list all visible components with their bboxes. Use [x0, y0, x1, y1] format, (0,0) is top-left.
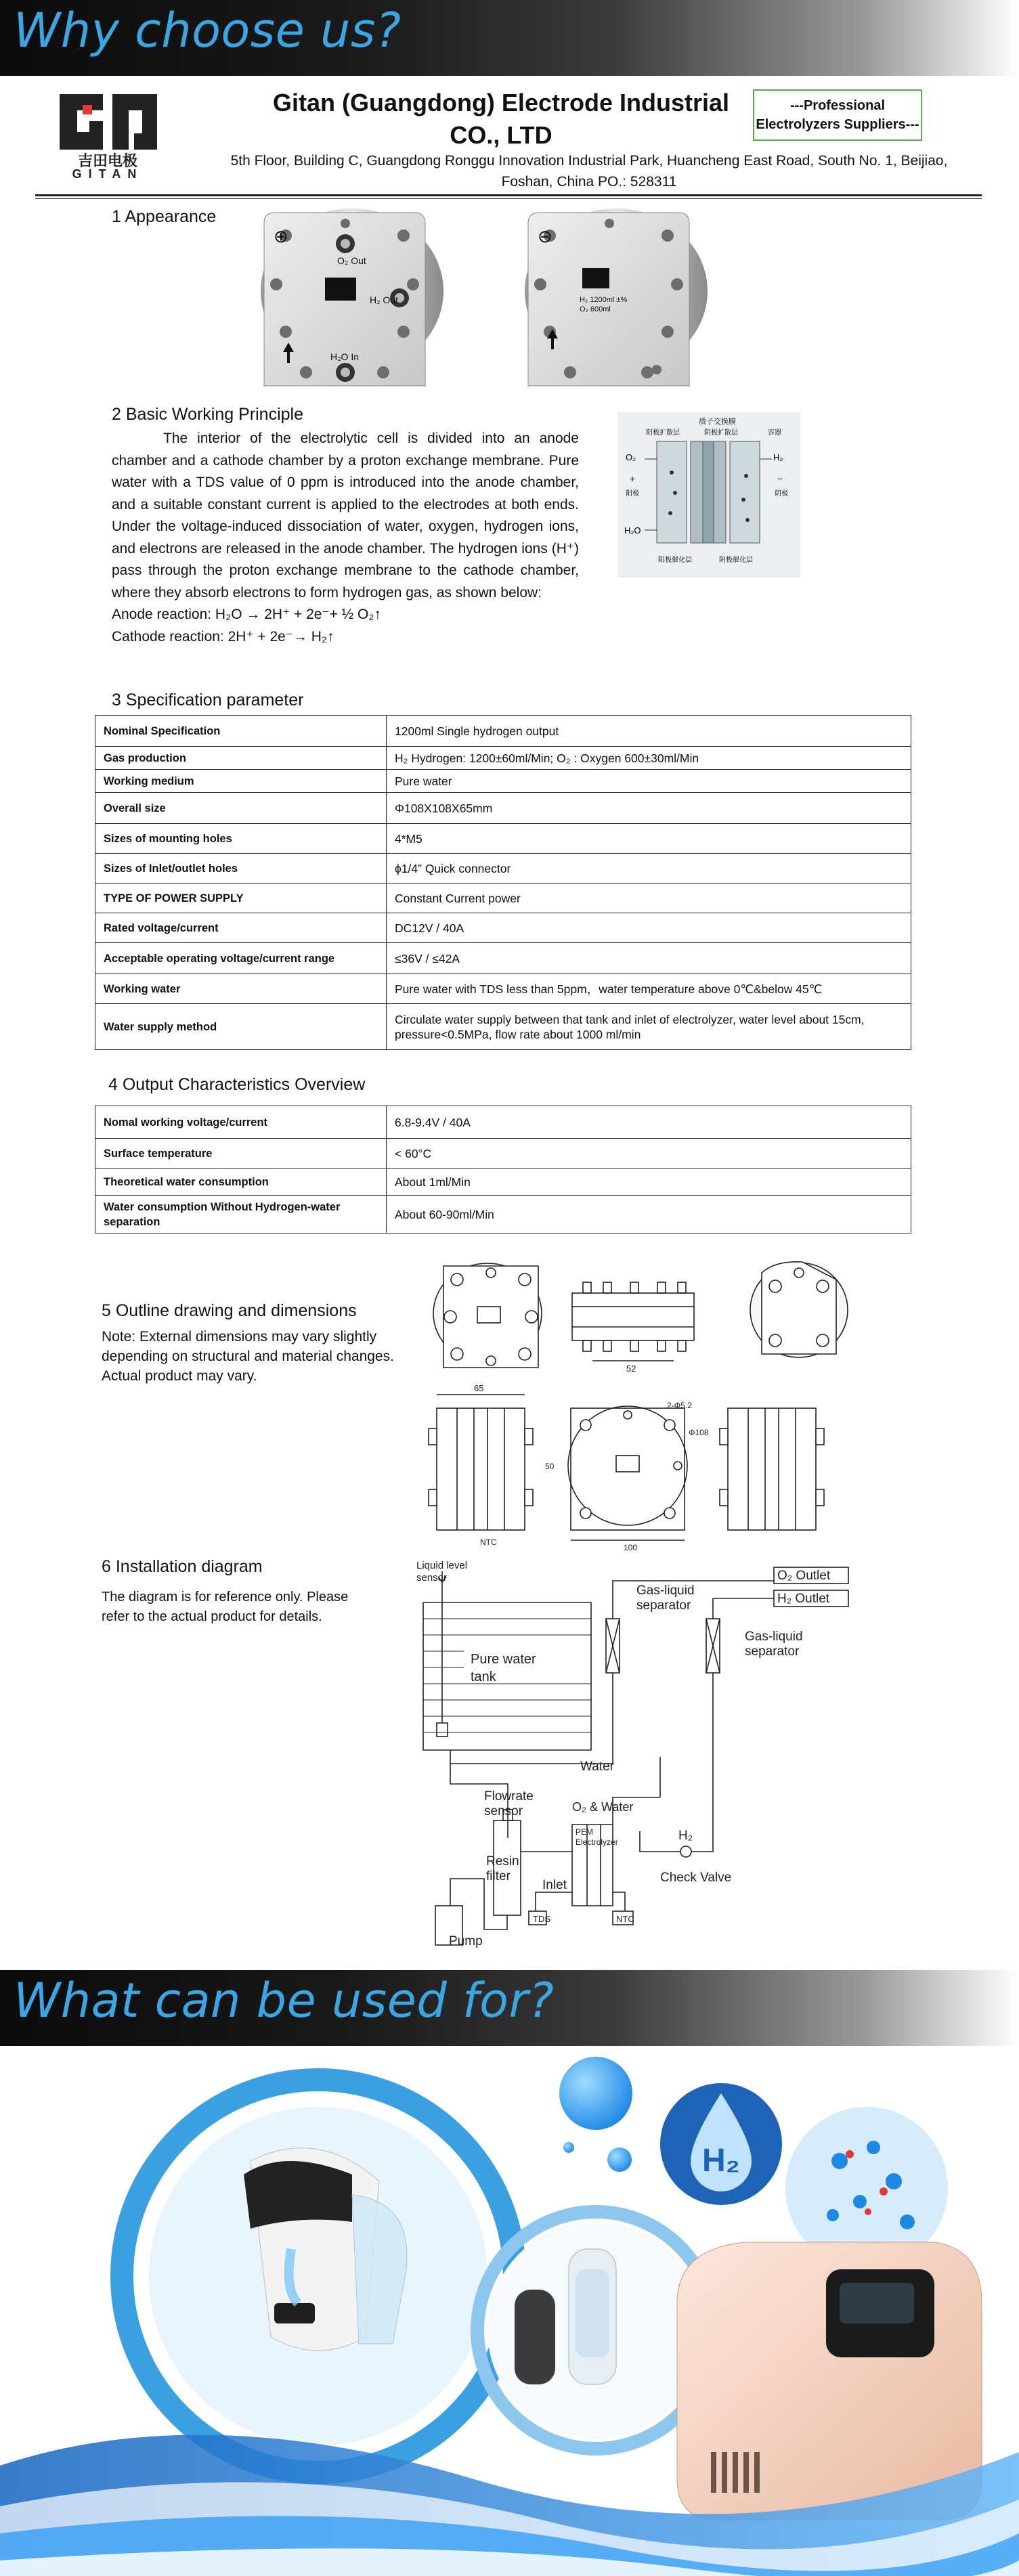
output-value: About 1ml/Min — [387, 1169, 911, 1196]
label-h2: H₂ — [678, 1829, 693, 1843]
install-note: The diagram is for reference only. Please refer to the actual product for details. — [102, 1590, 349, 1624]
table-row — [95, 793, 911, 824]
banner-title-usage: What can be used for? — [14, 1973, 555, 2028]
spec-value: DC12V / 40A — [387, 913, 911, 943]
diagram-label-cathode-catalyst: 阴极催化层 — [719, 556, 753, 564]
bubble-icon — [563, 2142, 574, 2153]
diagram-label-minus: − — [777, 473, 783, 484]
bubble-icon — [559, 2057, 632, 2130]
plate-label-1: H₂ 1200ml ±% — [580, 296, 628, 304]
label-check-valve: Check Valve — [660, 1871, 732, 1885]
spec-key: Working water — [95, 974, 387, 1004]
h2-out-label: H₂ Out — [370, 294, 398, 305]
spec-value: 4*M5 — [387, 824, 911, 854]
table-row — [95, 883, 911, 913]
label-o2-outlet: O₂ Outlet — [777, 1569, 831, 1583]
logo-cn-text: 吉田电极 — [77, 152, 138, 169]
table-row — [95, 747, 911, 770]
hydrogen-inhaler-image — [677, 2242, 982, 2520]
dim-108: Φ108 — [689, 1428, 709, 1437]
electrolyzer-back-image — [515, 203, 711, 399]
logo-en-text: GITAN — [72, 167, 144, 179]
cathode-reaction: Cathode reaction: 2H⁺ + 2e⁻→ H₂↑ — [112, 628, 334, 645]
dim-2-m5: 2-Φ5.2 — [667, 1401, 692, 1410]
anode-reaction: Anode reaction: H₂O → 2H⁺ + 2e⁻+ ½ O₂↑ — [112, 607, 381, 622]
table-row — [95, 1169, 911, 1196]
label-o2-water: O₂ & Water — [572, 1800, 634, 1814]
pem-principle-diagram — [617, 412, 800, 577]
dim-ntc: NTC — [480, 1537, 497, 1547]
o2-out-label: O₂ Out — [337, 255, 366, 266]
dim-100: 100 — [624, 1543, 638, 1552]
output-table — [95, 1106, 911, 1234]
label-separator-2b: separator — [745, 1644, 800, 1659]
label-flowrate-1: Flowrate — [484, 1789, 534, 1804]
spec-key: Sizes of mounting holes — [95, 824, 387, 854]
plus-terminal-icon: ⊕ — [274, 226, 288, 246]
label-h2-outlet: H₂ Outlet — [777, 1592, 830, 1606]
output-key: Water consumption Without Hydrogen-water separation — [95, 1196, 387, 1234]
header-divider-thin — [35, 198, 982, 199]
table-row — [95, 824, 911, 854]
output-value: 6.8-9.4V / 40A — [387, 1106, 911, 1139]
label-pump: Pump — [449, 1934, 483, 1948]
label-resin-2: filter — [486, 1869, 511, 1883]
spec-value: Constant Current power — [387, 883, 911, 913]
output-key: Theoretical water consumption — [95, 1169, 387, 1196]
minus-terminal-icon: ⊖ — [538, 226, 552, 246]
principle-text — [112, 428, 579, 648]
banner-title-why: Why choose us? — [14, 3, 402, 58]
spec-key: Rated voltage/current — [95, 913, 387, 943]
spec-key: Nominal Specification — [95, 716, 387, 747]
table-row — [95, 974, 911, 1004]
label-inlet: Inlet — [542, 1878, 567, 1892]
company-address — [203, 150, 975, 192]
label-separator-2a: Gas-liquid — [745, 1630, 803, 1644]
spec-key: Gas production — [95, 747, 387, 770]
table-row — [95, 943, 911, 974]
section-install-heading: 6 Installation diagram — [102, 1557, 263, 1576]
usage-illustration — [0, 2046, 1019, 2576]
h2-drop-icon — [660, 2083, 782, 2205]
spec-key: Acceptable operating voltage/current range — [95, 943, 387, 974]
output-value: < 60°C — [387, 1139, 911, 1169]
table-row — [95, 854, 911, 883]
spec-key: Sizes of Inlet/outlet holes — [95, 854, 387, 883]
company-line-2: CO., LTD — [450, 121, 552, 149]
spec-value: 1200ml Single hydrogen output — [387, 716, 911, 747]
dim-50: 50 — [545, 1462, 555, 1471]
label-resin-1: Resin — [486, 1854, 519, 1869]
spec-key: Water supply method — [95, 1004, 387, 1050]
table-row — [95, 1139, 911, 1169]
label-liquid-level: Liquid level — [416, 1560, 468, 1571]
spec-value: Circulate water supply between that tank and inlet of electrolyzer, water level about 15cm, pressure<0.5MPa, flow rate about 1000 ml/min — [387, 1004, 911, 1050]
spec-key: Working medium — [95, 770, 387, 793]
table-row — [95, 1196, 911, 1234]
spec-table — [95, 715, 911, 1050]
label-ntc: NTC — [616, 1914, 634, 1924]
principle-body: The interior of the electrolytic cell is divided into an anode chamber and a cathode chamber by a proton exchange membrane. Pure water with a TDS value of 0 ppm is introduced into the anode chamber, and a suitable constant current is applied to the electrodes at both ends. Under the voltage-induced dissociation of water, oxygen, hydrogen ions, and electrons are released in the anode chamber. The hydrogen ions (H⁺) pass through the proton exchange membrane to the cathode chamber, where they absorb electrons to form hydrogen gas, as shown below: — [112, 431, 579, 601]
spec-value: ϕ1/4” Quick connector — [387, 854, 911, 883]
diagram-label-h2o: H₂O — [624, 525, 641, 536]
company-name — [257, 87, 745, 152]
label-separator-1a: Gas-liquid — [636, 1584, 695, 1598]
diagram-label-o2: O₂ — [626, 452, 636, 462]
label-tank-2: tank — [471, 1669, 496, 1684]
outline-note: Note: External dimensions may vary slightly depending on structural and material changes. Actual product may vary. — [102, 1329, 394, 1384]
label-flowrate-2: sensor — [484, 1804, 523, 1818]
section-output-heading: 4 Output Characteristics Overview — [108, 1075, 366, 1094]
electrolyzer-front-image — [251, 203, 447, 399]
spec-value: H₂ Hydrogen: 1200±60ml/Min; O₂ : Oxygen 600±30ml/Min — [387, 747, 911, 770]
label-tds: TDS — [533, 1914, 550, 1924]
h2-drop-label: H₂ — [702, 2143, 740, 2179]
output-key: Nomal working voltage/current — [95, 1106, 387, 1139]
diagram-label-cathode: 阴极 — [775, 490, 788, 498]
table-row — [95, 716, 911, 747]
diagram-label-h2: H₂ — [773, 452, 783, 462]
supplier-badge — [753, 89, 922, 141]
diagram-label-anode-diffusion: 阳极扩散层 — [646, 429, 680, 437]
badge-line-2: Electrolyzers Suppliers--- — [756, 117, 919, 132]
diagram-label-membrane: 质子交换膜 — [699, 418, 736, 426]
spec-key: Overall size — [95, 793, 387, 824]
address-line-2: Foshan, China PO.: 528311 — [501, 174, 677, 190]
section-principle-heading: 2 Basic Working Principle — [112, 405, 303, 424]
table-row — [95, 913, 911, 943]
section-spec-heading: 3 Specification parameter — [112, 691, 304, 710]
label-tank-1: Pure water — [471, 1652, 536, 1667]
table-row — [95, 770, 911, 793]
label-separator-1b: separator — [636, 1598, 691, 1613]
output-key: Surface temperature — [95, 1139, 387, 1169]
h2o-in-label: H₂O In — [330, 351, 359, 362]
table-row — [95, 1106, 911, 1139]
diagram-label-anode: 阳极 — [626, 490, 639, 498]
outline-drawing — [423, 1252, 857, 1554]
spec-value: Φ108X108X65mm — [387, 793, 911, 824]
label-level-sensor: sensor — [416, 1572, 448, 1584]
header-divider — [35, 194, 982, 196]
label-pem-2: Electrolyzer — [576, 1837, 618, 1847]
dim-52: 52 — [626, 1363, 636, 1374]
section-outline-heading: 5 Outline drawing and dimensions — [102, 1301, 357, 1320]
company-line-1: Gitan (Guangdong) Electrode Industrial — [272, 89, 729, 116]
plate-label-2: O₂ 600ml — [580, 305, 611, 313]
table-row — [95, 1004, 911, 1050]
bottom-banner — [0, 1970, 1019, 2046]
gitan-logo — [56, 91, 160, 179]
spec-value: ≤36V / ≤42A — [387, 943, 911, 974]
address-line-1: 5th Floor, Building C, Guangdong Ronggu Innovation Industrial Park, Huancheng East Road, South No. 1, Beijiao, — [230, 153, 948, 169]
spec-value: Pure water with TDS less than 5ppm，water temperature above 0℃&below 45℃ — [387, 974, 911, 1004]
label-water: Water — [580, 1760, 614, 1774]
diagram-label-cathode-diffusion: 阴极扩散层 — [704, 429, 738, 437]
diagram-label-plus: + — [630, 473, 636, 484]
diagram-label-anode-catalyst: 阳极催化层 — [658, 556, 692, 564]
dim-65: 65 — [474, 1383, 484, 1393]
installation-diagram — [410, 1554, 870, 1967]
spec-value: Pure water — [387, 770, 911, 793]
badge-line-1: ---Professional — [789, 98, 886, 113]
bubble-icon — [607, 2147, 632, 2172]
label-pem-1: PEM — [576, 1827, 594, 1837]
diagram-label-container: 容器 — [768, 429, 781, 437]
spec-key: TYPE OF POWER SUPPLY — [95, 883, 387, 913]
top-banner — [0, 0, 1019, 76]
section-appearance-heading: 1 Appearance — [112, 207, 217, 226]
output-value: About 60-90ml/Min — [387, 1196, 911, 1234]
